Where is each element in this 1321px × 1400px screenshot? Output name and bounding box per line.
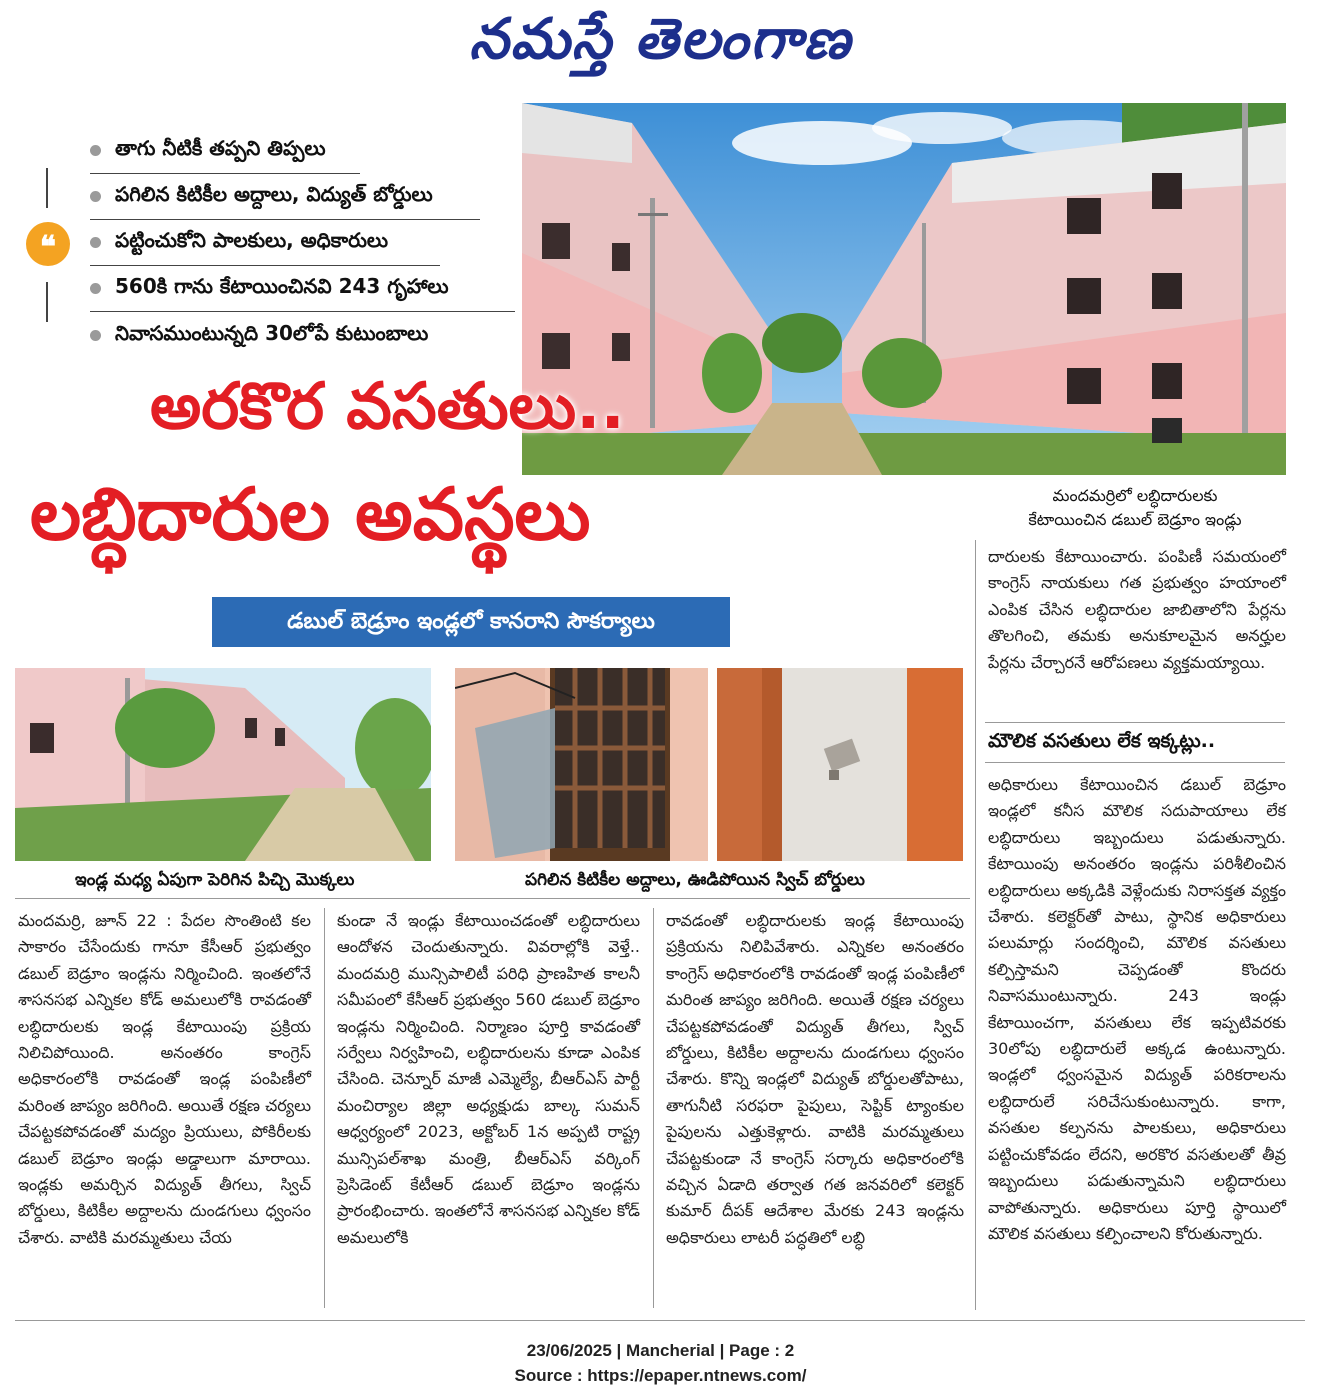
footer-source: Source : https://epaper.ntnews.com/ xyxy=(514,1366,807,1385)
bullet-dot-icon xyxy=(90,237,101,248)
column-rule-vertical xyxy=(324,908,325,1308)
section-heading: మౌలిక వసతులు లేక ఇక్కట్లు.. xyxy=(988,730,1216,752)
highlight-item: పట్టించుకోని పాలకులు, అధికారులు xyxy=(90,220,440,266)
photo-missing-switchboard xyxy=(717,668,963,861)
footer-date-edition: 23/06/2025 | Mancherial | Page : 2 xyxy=(526,1341,795,1360)
bullet-dot-icon xyxy=(90,145,101,156)
masthead-title: నమస్తే తెలంగాణ xyxy=(469,6,852,72)
column-rule-vertical xyxy=(653,908,654,1308)
article-column-1: మందమర్రి, జూన్ 22 : పేదల సొంతింటి కల సాకారం చేసేందుకు గానూ కేసీఆర్ ప్రభుత్వం డబుల్ బెడ్రూం ఇండ్లను నిర్మించింది. ఇంతలోనే శాసనసభ ఎన్నికల కోడ్ అమలులోకి రావడంతో లబ్ధిదారులకు ఇండ్ల కేటాయింపు ప్రక్రియ నిలిచిపోయింది. అనంతరం కాంగ్రెస్ అధికారంలోకి రావడంతో ఇండ్ల పంపిణీలో మరింత జాప్యం జరిగింది. అయితే రక్షణ చర్యలు చేపట్టకపోవడంతో మద్యం ప్రియులు, పోకిరీలకు డబుల్ బెడ్రూం ఇండ్లు అడ్డాలుగా మారాయి. ఇండ్లకు అమర్చిన విద్యుత్ తీగలు, స్విచ్ బోర్డులు, కిటికీల అద్దాలను దుండగులు ధ్వంసం చేశారు. వాటికి మరమ్మతులు చేయ xyxy=(18,911,311,1247)
subheadline-box: డబుల్ బెడ్రూం ఇండ్లలో కానరాని సౌకర్యాలు xyxy=(212,597,730,647)
highlight-item: 560కి గాను కేటాయించినవి 243 గృహాలు xyxy=(90,266,515,312)
section-rule xyxy=(985,722,1285,723)
highlight-item: తాగు నీటికీ తప్పని తిప్పలు xyxy=(90,128,360,174)
quote-icon: ❝ xyxy=(26,222,70,266)
article-column-3: రావడంతో లబ్ధిదారులకు ఇండ్ల కేటాయింపు ప్రక్రియను నిలిపివేశారు. ఎన్నికల అనంతరం కాంగ్రెస్ అధికారంలోకి రావడంతో ఇండ్ల పంపిణీలో మరింత జాప్యం జరిగింది. అయితే రక్షణ చర్యలు చేపట్టకపోవడంతో విద్యుత్ తీగలు, స్విచ్ బోర్డులు, కిటికీల అద్దాలను దుండగులు ధ్వంసం చేశారు. కొన్ని ఇండ్లలో విద్యుత్ బోర్డులతోపాటు, తాగునీటి సరఫరా పైపులు, సెప్టిక్ ట్యాంకుల పైపులను ఎత్తుకెళ్లారు. వాటికి మరమ్మతులు చేపట్టకుండా నే కాంగ్రెస్ సర్కారు అధికారంలోకి వచ్చిన ఏడాది తర్వాత గత జనవరిలో కలెక్టర్ కుమార్ దీపక్ ఆదేశాల మేరకు 243 ఇండ్లను అధికారులు లాటరీ పద్ధతిలో లబ్ధి xyxy=(666,911,964,1247)
photo-caption-left: ఇండ్ల మధ్య ఏపుగా పెరిగిన పిచ్చి మొక్కలు xyxy=(75,870,355,890)
photo-broken-window xyxy=(455,668,708,861)
column-rule-vertical xyxy=(975,540,976,1310)
highlight-item: నివాసముంటున్నది 30లోపే కుటుంబాలు xyxy=(90,312,500,358)
article-column-right-top: దారులకు కేటాయించారు. పంపిణీ సమయంలో కాంగ్రెస్ నాయకులు గత ప్రభుత్వం హయాంలో ఎంపిక చేసిన లబ్ధిదారుల జాబితాలోని పేర్లను తొలగించి, తమకు అనుకూలమైన అనర్హుల పేర్లను చేర్చారనే ఆరోపణలు వ్యక్తమయ్యాయి. xyxy=(988,547,1286,672)
page-footer xyxy=(0,1338,1321,1388)
photo-overgrown-path xyxy=(15,668,431,861)
bullet-dot-icon xyxy=(90,330,101,341)
quote-rule-top xyxy=(46,168,48,208)
main-photo-caption: మందమర్రిలో లబ్ధిదారులకు కేటాయించిన డబుల్ బెడ్రూం ఇండ్లు xyxy=(1028,486,1242,529)
footer-rule xyxy=(15,1320,1305,1321)
headline-line-1: అరకొర వసతులు.. xyxy=(150,370,625,444)
section-rule xyxy=(985,762,1285,763)
article-column-4: అధికారులు కేటాయించిన డబుల్ బెడ్రూం ఇండ్లలో కనీస మౌలిక సదుపాయాలు లేక లబ్ధిదారులు ఇబ్బందులు పడుతున్నారు. కేటాయింపు అనంతరం ఇండ్లను పరిశీలించిన లబ్ధిదారులు అక్కడికి వెళ్లేందుకు నిరాసక్తత వ్యక్తం చేశారు. కలెక్టర్‌తో పాటు, స్థానిక అధికారులు పలుమార్లు సందర్శించి, మౌలిక వసతులు కల్పిస్తామని చెప్పడంతో కొందరు నివాసముంటున్నారు. 243 ఇండ్లు కేటాయించగా, వసతులు లేక ఇప్పటివరకు 30లోపు లబ్ధిదారులే అక్కడ ఉంటున్నారు. ఇండ్లలో ధ్వంసమైన విద్యుత్ పరికరాలను లబ్ధిదారులే సరిచేసుకుంటున్నారు. కాగా, వసతుల కల్పనను పాలకులు, అధికారులు పట్టించుకోవడం లేదని, అరకొర వసతులతో తీవ్ర ఇబ్బందులు పడుతున్నామని లబ్ధిదారులు వాపోతున్నారు. అధికారులు పూర్తి స్థాయిలో మౌలిక వసతులు కల్పించాలని కోరుతున్నారు. xyxy=(988,775,1286,1243)
photo-caption-middle: పగిలిన కిటికీల అద్దాలు, ఊడిపోయిన స్విచ్ బోర్డులు xyxy=(525,870,865,890)
caption-rule xyxy=(15,898,970,899)
bullet-dot-icon xyxy=(90,283,101,294)
headline-line-2: లబ్ధిదారుల అవస్థలు xyxy=(30,472,591,556)
highlights-list xyxy=(90,128,520,358)
article-column-2: కుండా నే ఇండ్లు కేటాయించడంతో లబ్ధిదారులు ఆందోళన చెందుతున్నారు. వివరాల్లోకి వెళ్తే.. మందమర్రి మున్సిపాలిటీ పరిధి ప్రాణహిత కాలనీ సమీపంలో కేసీఆర్ ప్రభుత్వం 560 డబుల్ బెడ్రూం ఇండ్లను నిర్మించింది. నిర్మాణం పూర్తి కావడంతో సర్వేలు నిర్వహించి, లబ్ధిదారులను కూడా ఎంపిక చేసింది. చెన్నూర్ మాజీ ఎమ్మెల్యే, బీఆర్ఎస్ పార్టీ మంచిర్యాల జిల్లా అధ్యక్షుడు బాల్క సుమన్ ఆధ్వర్యంలో 2023, అక్టోబర్ 1న అప్పటి రాష్ట్ర మున్సిపల్‌శాఖ మంత్రి, బీఆర్ఎస్ వర్కింగ్ ప్రెసిడెంట్ కేటీఆర్ డబుల్ బెడ్రూం ఇండ్లను ప్రారంభించారు. ఇంతలోనే శాసనసభ ఎన్నికల కోడ్ అమలులోకి xyxy=(337,911,640,1247)
highlight-item: పగిలిన కిటికీల అద్దాలు, విద్యుత్ బోర్డులు xyxy=(90,174,480,220)
quote-rule-bottom xyxy=(46,282,48,322)
bullet-dot-icon xyxy=(90,191,101,202)
